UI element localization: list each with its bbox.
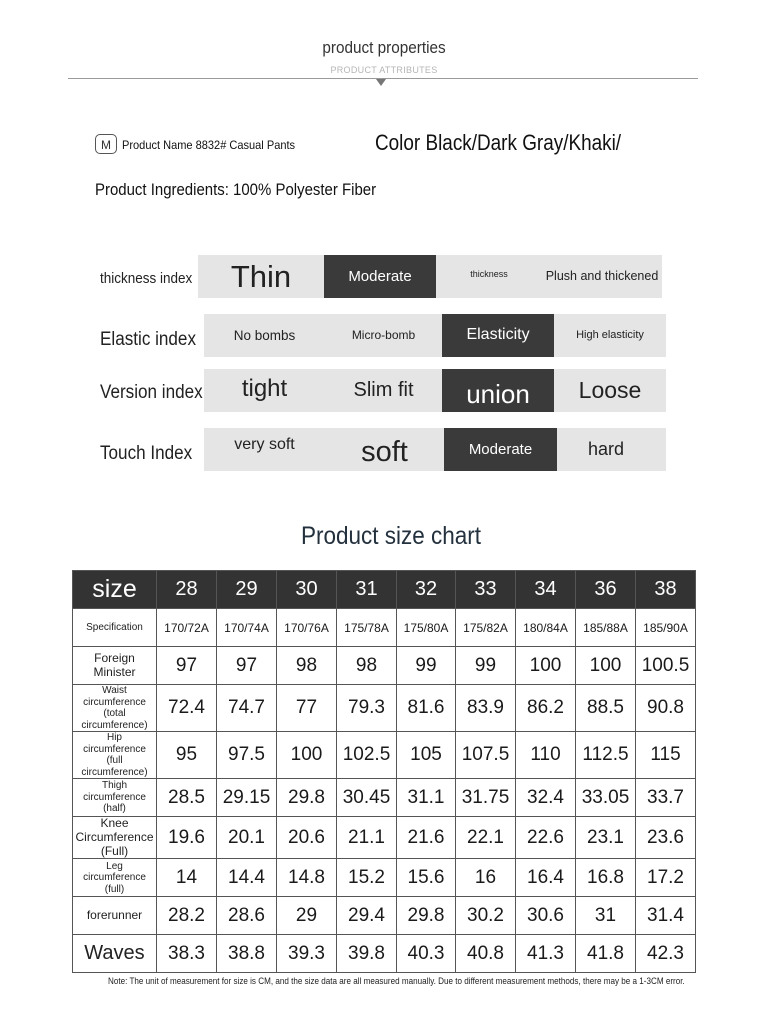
row-label: Thigh circumference (half)	[73, 779, 157, 817]
table-cell: 31	[576, 897, 636, 935]
size-table-body	[73, 609, 696, 973]
size-header-cell: 34	[516, 571, 576, 609]
measurement-note: Note: The unit of measurement for size is CM, and the size data are all measured manually. Due to different measurement methods, there may be a 1-3CM error.	[108, 976, 685, 986]
elastic-option-micro-bomb: Micro-bomb	[351, 327, 416, 342]
table-cell: 29.8	[277, 779, 337, 817]
size-chart-title: Product size chart	[300, 522, 482, 550]
table-cell: 21.6	[397, 817, 456, 859]
table-cell: 38.3	[157, 935, 217, 973]
table-cell: 41.8	[576, 935, 636, 973]
table-cell: 41.3	[516, 935, 576, 973]
table-cell: 33.7	[636, 779, 696, 817]
table-cell: 100	[277, 732, 337, 779]
size-header-cell: 29	[217, 571, 277, 609]
thickness-option-plush: Plush and thickened	[545, 269, 659, 284]
table-cell: 105	[397, 732, 456, 779]
product-name: Product Name 8832# Casual Pants	[122, 138, 296, 152]
table-cell: 98	[337, 647, 397, 685]
row-label: Waist circumference (total circumference)	[73, 685, 157, 732]
elastic-option-high: High elasticity	[576, 329, 644, 342]
table-cell: 83.9	[456, 685, 516, 732]
table-cell: 33.05	[576, 779, 636, 817]
table-row	[73, 779, 696, 817]
table-cell: 14.4	[217, 859, 277, 897]
table-cell: 29.4	[337, 897, 397, 935]
triangle-down-icon	[376, 79, 386, 86]
table-cell: 39.3	[277, 935, 337, 973]
section-subtitle: PRODUCT ATTRIBUTES	[330, 65, 438, 75]
version-index-label: Version index	[100, 382, 203, 403]
table-cell: 99	[456, 647, 516, 685]
table-row	[73, 685, 696, 732]
table-cell: 110	[516, 732, 576, 779]
table-cell: 31.1	[397, 779, 456, 817]
table-cell: 14	[157, 859, 217, 897]
table-cell: 30.45	[337, 779, 397, 817]
table-cell: 107.5	[456, 732, 516, 779]
table-cell: 170/72A	[157, 609, 217, 647]
touch-option-very-soft: very soft	[234, 436, 295, 454]
brand-logo: M	[95, 134, 117, 154]
size-header-cell: 28	[157, 571, 217, 609]
table-cell: 97	[157, 647, 217, 685]
table-cell: 97.5	[217, 732, 277, 779]
thickness-index-scale	[198, 255, 662, 298]
elastic-option-elasticity: Elasticity	[442, 314, 554, 357]
table-cell: 17.2	[636, 859, 696, 897]
table-row	[73, 859, 696, 897]
table-cell: 72.4	[157, 685, 217, 732]
table-cell: 21.1	[337, 817, 397, 859]
table-cell: 23.6	[636, 817, 696, 859]
table-cell: 29.8	[397, 897, 456, 935]
version-option-tight: tight	[241, 374, 288, 402]
thickness-index-label: thickness index	[100, 270, 193, 287]
table-cell: 28.5	[157, 779, 217, 817]
row-label: forerunner	[73, 897, 157, 935]
touch-option-moderate: Moderate	[444, 428, 557, 471]
section-title: product properties	[322, 38, 446, 57]
table-cell: 112.5	[576, 732, 636, 779]
size-chart-table	[72, 570, 696, 973]
table-cell: 30.6	[516, 897, 576, 935]
touch-index-label: Touch Index	[100, 443, 193, 464]
size-header-row	[73, 571, 696, 609]
table-cell: 175/78A	[337, 609, 397, 647]
row-label: Specification	[73, 609, 157, 647]
row-label: Hip circumference (full circumference)	[73, 732, 157, 779]
table-cell: 88.5	[576, 685, 636, 732]
table-cell: 38.8	[217, 935, 277, 973]
version-option-loose: Loose	[578, 377, 642, 404]
size-header-cell: 33	[456, 571, 516, 609]
size-corner-label: size	[73, 571, 157, 609]
table-cell: 40.3	[397, 935, 456, 973]
table-cell: 28.2	[157, 897, 217, 935]
table-cell: 16.4	[516, 859, 576, 897]
size-header-cell: 38	[636, 571, 696, 609]
size-header-cell: 32	[397, 571, 456, 609]
table-row	[73, 732, 696, 779]
table-row	[73, 647, 696, 685]
table-cell: 79.3	[337, 685, 397, 732]
table-cell: 74.7	[217, 685, 277, 732]
table-cell: 32.4	[516, 779, 576, 817]
product-ingredients: Product Ingredients: 100% Polyester Fiber	[95, 180, 377, 199]
table-cell: 99	[397, 647, 456, 685]
table-cell: 86.2	[516, 685, 576, 732]
table-cell: 30.2	[456, 897, 516, 935]
thickness-option-thin: Thin	[230, 258, 292, 294]
table-cell: 102.5	[337, 732, 397, 779]
table-cell: 29	[277, 897, 337, 935]
touch-option-hard: hard	[588, 439, 625, 460]
table-cell: 100	[516, 647, 576, 685]
thickness-option-moderate: Moderate	[324, 255, 436, 298]
elastic-option-no-bombs: No bombs	[233, 327, 296, 343]
table-row	[73, 935, 696, 973]
product-color: Color Black/Dark Gray/Khaki/	[375, 130, 622, 155]
table-cell: 175/82A	[456, 609, 516, 647]
size-header-cell: 30	[277, 571, 337, 609]
table-cell: 185/88A	[576, 609, 636, 647]
table-cell: 23.1	[576, 817, 636, 859]
row-label: Foreign Minister	[73, 647, 157, 685]
table-cell: 20.1	[217, 817, 277, 859]
table-row	[73, 897, 696, 935]
version-option-union: union	[442, 369, 554, 412]
table-cell: 42.3	[636, 935, 696, 973]
table-cell: 19.6	[157, 817, 217, 859]
table-cell: 170/76A	[277, 609, 337, 647]
table-cell: 39.8	[337, 935, 397, 973]
table-cell: 15.6	[397, 859, 456, 897]
table-cell: 180/84A	[516, 609, 576, 647]
table-cell: 100	[576, 647, 636, 685]
thickness-option-thickness: thickness	[470, 269, 508, 280]
table-cell: 100.5	[636, 647, 696, 685]
table-cell: 15.2	[337, 859, 397, 897]
touch-index-scale	[204, 428, 666, 471]
table-row	[73, 817, 696, 859]
row-label: Waves	[73, 935, 157, 973]
row-label: Knee Circumference (Full)	[73, 817, 157, 859]
table-row	[73, 609, 696, 647]
table-cell: 16	[456, 859, 516, 897]
table-cell: 185/90A	[636, 609, 696, 647]
table-cell: 97	[217, 647, 277, 685]
touch-option-soft: soft	[361, 435, 408, 468]
table-cell: 77	[277, 685, 337, 732]
table-cell: 31.75	[456, 779, 516, 817]
table-cell: 20.6	[277, 817, 337, 859]
table-cell: 16.8	[576, 859, 636, 897]
elastic-index-scale	[204, 314, 666, 357]
row-label: Leg circumference (full)	[73, 859, 157, 897]
table-cell: 95	[157, 732, 217, 779]
table-cell: 175/80A	[397, 609, 456, 647]
table-cell: 28.6	[217, 897, 277, 935]
version-option-slim-fit: Slim fit	[353, 379, 414, 401]
table-cell: 98	[277, 647, 337, 685]
version-index-scale	[204, 369, 666, 412]
table-cell: 31.4	[636, 897, 696, 935]
table-cell: 90.8	[636, 685, 696, 732]
table-cell: 40.8	[456, 935, 516, 973]
size-header-cell: 36	[576, 571, 636, 609]
table-cell: 29.15	[217, 779, 277, 817]
table-cell: 115	[636, 732, 696, 779]
table-cell: 14.8	[277, 859, 337, 897]
table-cell: 81.6	[397, 685, 456, 732]
table-cell: 22.6	[516, 817, 576, 859]
table-cell: 22.1	[456, 817, 516, 859]
size-header-cell: 31	[337, 571, 397, 609]
elastic-index-label: Elastic index	[100, 329, 197, 350]
table-cell: 170/74A	[217, 609, 277, 647]
